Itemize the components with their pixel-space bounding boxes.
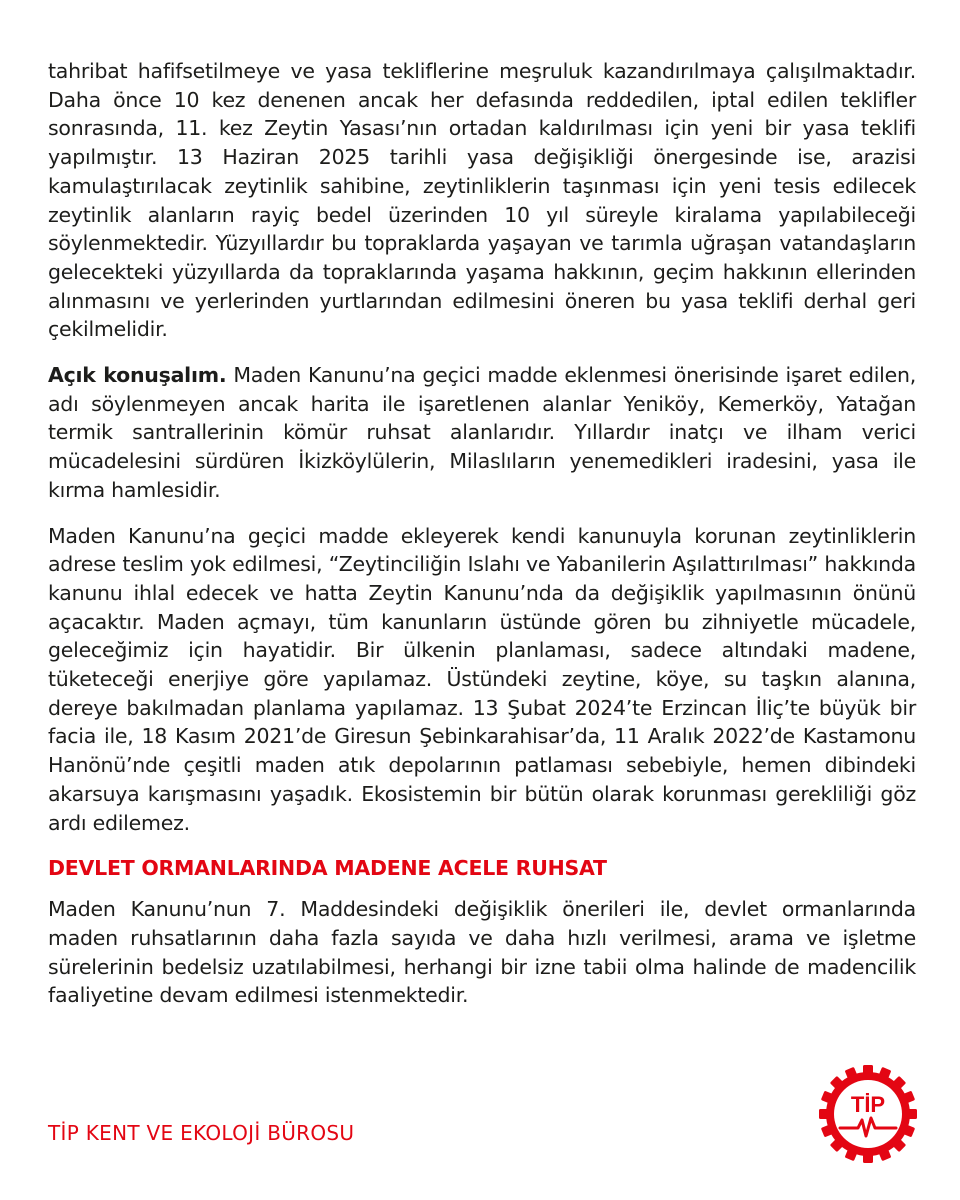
- organization-name: TİP KENT VE EKOLOJİ BÜROSU: [48, 1121, 355, 1145]
- tip-logo: [818, 1064, 918, 1164]
- paragraph-1: tahribat hafifsetilmeye ve yasa tekliflerine meşruluk kazandırılmaya çalışılmaktadır. Daha önce 10 kez denenen ancak her defasında reddedilen, iptal edilen teklifler sonrasında, 11. kez Zeytin Yasası’nın ortadan kaldırılması için yeni bir yasa teklifi yapılmıştır. 13 Haziran 2025 tarihli yasa değişikliği önergesinde ise, arazisi kamulaştırılacak zeytinlik sahibine, zeytinliklerin taşınması için yeni tesis edilecek zeytinlik alanların rayiç bedel üzerinden 10 yıl süreyle kiralama yapılabileceği söylenmektedir. Yüzyıllardır bu topraklarda yaşayan ve tarımla uğraşan vatandaşların gelecekteki yüzyıllarda da topraklarında yaşama hakkının, geçim hakkının ellerinden alınmasını ve yerlerinden yurtlarından edilmesini öneren bu yasa teklifi derhal geri çekilmelidir.: [48, 59, 916, 342]
- paragraph-2-text: Maden Kanunu’na geçici madde eklenmesi önerisinde işaret edilen, adı söylenmeyen ancak harita ile işaretlenen alanlar Yeniköy, Kemerköy, Yatağan termik santrallerinin kömür ruhsat alanlarıdır. Yıllardır inatçı ve ilham verici mücadelesini sürdüren İkizköylülerin, Milaslıların yenemedikleri iradesini, yasa ile kırma hamlesidir.: [48, 363, 916, 502]
- logo-text: TİP: [850, 1092, 886, 1117]
- paragraph-3: Maden Kanunu’na geçici madde ekleyerek kendi kanunuyla korunan zeytinliklerin adrese teslim yok edilmesi, “Zeytinciliğin Islahı ve Yabanilerin Aşılattırılması” hakkında kanunu ihlal edecek ve hatta Zeytin Kanunu’nda da değişiklik yapılmasının önünü açacaktır. Maden açmayı, tüm kanunların üstünde gören bu zihniyetle mücadele, geleceğimiz için hayatidir. Bir ülkenin planlaması, sadece altındaki madene, tüketeceği enerjiye göre yapılamaz. Üstündeki zeytine, köye, su taşkın alanına, dereye bakılmadan planlama yapılamaz. 13 Şubat 2024’te Erzincan İliç’te büyük bir facia ile, 18 Kasım 2021’de Giresun Şebinkarahisar’da, 11 Aralık 2022’de Kastamonu Hanönü’nde çeşitli maden atık depolarının patlaması sebebiyle, hemen dibindeki akarsuya karışmasını yaşadık. Ekosistemin bir bütün olarak korunması gerekliliği göz ardı edilemez.: [48, 523, 916, 835]
- paragraph-2: [48, 361, 916, 505]
- article-body: [48, 57, 916, 1027]
- paragraph-4: Maden Kanunu’nun 7. Maddesindeki değişiklik önerileri ile, devlet ormanlarında maden ruhsatlarının daha fazla sayıda ve daha hızlı verilmesi, arama ve işletme sürelerinin bedelsiz uzatılabilmesi, herhangi bir izne tabii olma halinde de madencilik faaliyetine devam edilmesi istenmektedir.: [48, 897, 916, 1008]
- paragraph-2-lead: Açık konuşalım.: [48, 363, 227, 388]
- section-heading: DEVLET ORMANLARINDA MADENE ACELE RUHSAT: [48, 856, 607, 881]
